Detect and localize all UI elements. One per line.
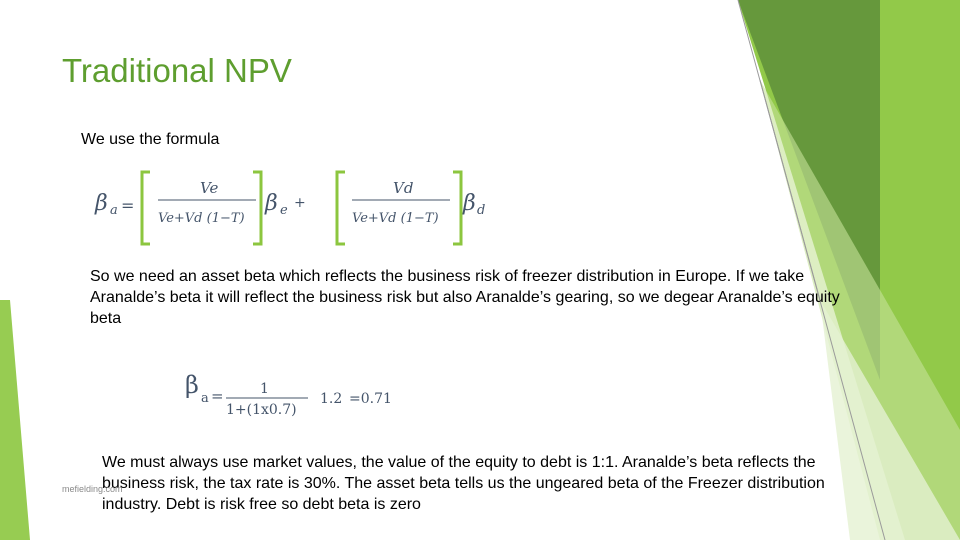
beta-symbol: β — [95, 191, 108, 216]
fraction-numerator: 1 — [260, 381, 269, 397]
beta-multiplier: 1.2 — [320, 391, 343, 407]
beta-d-subscript: d — [477, 203, 486, 218]
numerator-ve: Ve — [200, 179, 219, 197]
equals-sign-2: = — [211, 387, 224, 405]
beta-symbol-2: β — [185, 371, 199, 399]
intro-text: We use the formula — [81, 131, 220, 148]
beta-d-symbol: β — [463, 191, 476, 216]
beta-subscript-a: a — [110, 203, 118, 218]
footer-watermark: mefielding.com — [62, 484, 123, 494]
slide-title: Traditional NPV — [62, 52, 292, 89]
result-value: =0.71 — [349, 391, 392, 407]
beta-e-symbol: β — [265, 191, 278, 216]
plus-sign: + — [294, 195, 306, 211]
denominator-1: Ve+Vd (1−T) — [158, 211, 245, 226]
fraction-denominator: 1+(1x0.7) — [226, 402, 297, 418]
explanation-paragraph-1: So we need an asset beta which reflects the business risk of freezer distribution in Europe. If we take Aranalde’s beta it will reflect the business risk but also Aranalde’s gearing, so we degear Aranalde’s equity beta — [90, 268, 840, 327]
denominator-2: Ve+Vd (1−T) — [352, 211, 439, 226]
equals-sign: = — [121, 196, 135, 215]
beta-subscript-a-2: a — [201, 391, 209, 406]
beta-e-subscript: e — [280, 203, 288, 218]
explanation-paragraph-2: We must always use market values, the value of the equity to debt is 1:1. Aranalde’s beta reflects the business risk, the tax rate is 30%. The asset beta tells us the ungeared beta of the Freezer distribution industry. Debt is risk free so debt beta is zero — [102, 454, 825, 513]
numerator-vd: Vd — [393, 179, 414, 197]
